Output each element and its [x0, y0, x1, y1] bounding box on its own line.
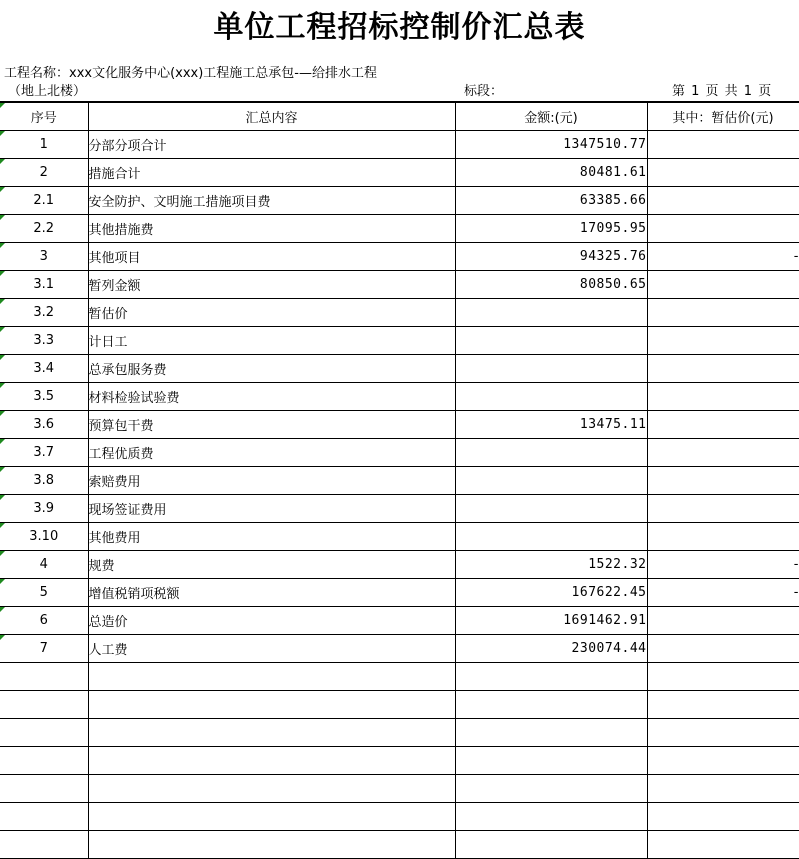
cell-seq[interactable]: [0, 411, 88, 439]
cell-content[interactable]: [88, 299, 455, 327]
cell-content-text: 增值税销项税额: [88, 587, 180, 602]
table-row: [0, 635, 799, 663]
cell-content-text: 其他措施费: [88, 223, 154, 238]
cell-content[interactable]: [88, 831, 455, 859]
cell-estimate[interactable]: [647, 439, 799, 467]
cell-amount[interactable]: [455, 131, 647, 159]
cell-amount[interactable]: [455, 523, 647, 551]
cell-estimate[interactable]: [647, 243, 799, 271]
project-name-cont: （地上北楼）: [8, 84, 87, 99]
cell-seq-text: 2.2: [33, 221, 55, 236]
cell-seq[interactable]: [0, 635, 88, 663]
cell-amount[interactable]: [455, 775, 647, 803]
table-row: [0, 495, 799, 523]
table-row: [0, 327, 799, 355]
cell-content[interactable]: [88, 523, 455, 551]
cell-seq[interactable]: [0, 803, 88, 831]
cell-seq[interactable]: [0, 327, 88, 355]
cell-seq[interactable]: [0, 299, 88, 327]
cell-estimate[interactable]: [647, 775, 799, 803]
cell-content-text: 现场签证费用: [88, 503, 167, 518]
header-seq[interactable]: 序号: [0, 103, 88, 131]
cell-seq-text: 3.5: [33, 389, 55, 404]
cell-seq-text: 3.3: [33, 333, 55, 348]
cell-content[interactable]: [88, 635, 455, 663]
table-row: [0, 607, 799, 635]
cell-seq[interactable]: [0, 831, 88, 859]
cell-estimate[interactable]: [647, 719, 799, 747]
cell-content-text: 暂估价: [88, 307, 128, 322]
cell-content[interactable]: [88, 411, 455, 439]
cell-marker-icon: [0, 607, 5, 612]
cell-content-text: 总造价: [88, 615, 128, 630]
cell-content[interactable]: [88, 775, 455, 803]
cell-seq-text: 4: [39, 557, 48, 572]
cell-content[interactable]: [88, 467, 455, 495]
cell-estimate[interactable]: [647, 747, 799, 775]
cell-amount[interactable]: [455, 411, 647, 439]
table-row: [0, 467, 799, 495]
cell-estimate[interactable]: [647, 691, 799, 719]
cell-amount[interactable]: [455, 383, 647, 411]
cell-amount-text: 80850.65: [579, 277, 647, 292]
cell-amount-text: 1347510.77: [563, 137, 647, 152]
cell-amount[interactable]: [455, 215, 647, 243]
cell-content[interactable]: [88, 215, 455, 243]
cell-content[interactable]: [88, 439, 455, 467]
cell-estimate-text: -: [793, 585, 799, 600]
cell-amount[interactable]: [455, 635, 647, 663]
cell-seq[interactable]: [0, 607, 88, 635]
cell-marker-icon: [0, 159, 5, 164]
cell-content[interactable]: [88, 551, 455, 579]
cell-seq-text: 3.7: [33, 445, 55, 460]
table-row: [0, 439, 799, 467]
table-row: [0, 411, 799, 439]
cell-content[interactable]: [88, 747, 455, 775]
cell-seq-text: 1: [39, 137, 48, 152]
cell-seq-text: 3.1: [33, 277, 55, 292]
cell-amount[interactable]: [455, 663, 647, 691]
cell-seq-text: 2: [39, 165, 48, 180]
cell-content[interactable]: [88, 271, 455, 299]
cell-seq[interactable]: [0, 663, 88, 691]
cell-content[interactable]: [88, 691, 455, 719]
empty-row: [0, 663, 799, 691]
cell-seq[interactable]: [0, 579, 88, 607]
cell-seq[interactable]: [0, 187, 88, 215]
cell-amount-text: 63385.66: [579, 193, 647, 208]
cell-content-text: 材料检验试验费: [88, 391, 180, 406]
page-title: 单位工程招标控制价汇总表: [213, 10, 586, 45]
cell-content[interactable]: [88, 719, 455, 747]
table-row: [0, 271, 799, 299]
cell-amount[interactable]: [455, 439, 647, 467]
cell-estimate[interactable]: [647, 383, 799, 411]
cell-estimate[interactable]: [647, 355, 799, 383]
cell-estimate[interactable]: [647, 187, 799, 215]
cell-estimate[interactable]: [647, 523, 799, 551]
cell-seq-text: 7: [39, 641, 48, 656]
cell-amount[interactable]: [455, 719, 647, 747]
cell-amount[interactable]: [455, 691, 647, 719]
cell-marker-icon: [0, 579, 5, 584]
cell-content[interactable]: [88, 383, 455, 411]
cell-marker-icon: [0, 187, 5, 192]
table-row: [0, 215, 799, 243]
cell-amount[interactable]: [455, 747, 647, 775]
cell-seq[interactable]: [0, 355, 88, 383]
cell-seq[interactable]: [0, 551, 88, 579]
cell-amount[interactable]: [455, 467, 647, 495]
cell-seq[interactable]: [0, 495, 88, 523]
cell-marker-icon: [0, 411, 5, 416]
table-row: [0, 299, 799, 327]
summary-table: [0, 102, 799, 859]
cell-marker-icon: [0, 523, 5, 528]
cell-amount-text: 80481.61: [579, 165, 647, 180]
cell-estimate[interactable]: [647, 663, 799, 691]
cell-estimate[interactable]: [647, 215, 799, 243]
page-info: 第 1 页 共 1 页: [672, 84, 772, 99]
cell-content-text: 预算包干费: [88, 419, 154, 434]
cell-seq-text: 3.4: [33, 361, 55, 376]
cell-estimate[interactable]: [647, 411, 799, 439]
cell-seq[interactable]: [0, 691, 88, 719]
cell-seq-text: 3.2: [33, 305, 55, 320]
cell-amount[interactable]: [455, 803, 647, 831]
cell-amount-text: 13475.11: [579, 417, 647, 432]
empty-row: [0, 691, 799, 719]
cell-content[interactable]: [88, 607, 455, 635]
table-row: [0, 355, 799, 383]
cell-content-text: 措施合计: [88, 167, 141, 182]
cell-marker-icon: [0, 467, 5, 472]
cell-estimate[interactable]: [647, 327, 799, 355]
header-content[interactable]: 汇总内容: [88, 103, 455, 131]
cell-amount-text: 17095.95: [579, 221, 647, 236]
cell-marker-icon: [0, 635, 5, 640]
table-row: [0, 131, 799, 159]
cell-content-text: 总承包服务费: [88, 363, 167, 378]
cell-content-text: 其他费用: [88, 531, 141, 546]
cell-marker-icon: [0, 103, 5, 108]
cell-seq[interactable]: [0, 159, 88, 187]
cell-estimate[interactable]: [647, 131, 799, 159]
cell-amount[interactable]: [455, 187, 647, 215]
cell-marker-icon: [0, 383, 5, 388]
cell-estimate[interactable]: [647, 299, 799, 327]
cell-marker-icon: [0, 299, 5, 304]
cell-amount[interactable]: [455, 607, 647, 635]
table-header-row: [0, 103, 799, 131]
cell-amount-text: 1691462.91: [563, 613, 647, 628]
cell-seq[interactable]: [0, 467, 88, 495]
cell-seq-text: 3.9: [33, 501, 55, 516]
table-row: [0, 551, 799, 579]
cell-seq[interactable]: [0, 439, 88, 467]
cell-content-text: 暂列金额: [88, 279, 141, 294]
cell-amount-text: 94325.76: [579, 249, 647, 264]
table-row: [0, 243, 799, 271]
cell-content-text: 索赔费用: [88, 475, 141, 490]
cell-estimate-text: -: [793, 249, 799, 264]
cell-content[interactable]: [88, 663, 455, 691]
cell-content[interactable]: [88, 327, 455, 355]
cell-marker-icon: [0, 439, 5, 444]
section-label: 标段：: [464, 84, 504, 99]
table-row: [0, 523, 799, 551]
cell-seq[interactable]: [0, 215, 88, 243]
header-amount[interactable]: 金额:(元): [455, 103, 647, 131]
cell-estimate[interactable]: [647, 607, 799, 635]
cell-seq[interactable]: [0, 747, 88, 775]
cell-amount[interactable]: [455, 495, 647, 523]
cell-estimate-text: -: [793, 557, 799, 572]
cell-content-text: 分部分项合计: [88, 139, 167, 154]
cell-seq[interactable]: [0, 775, 88, 803]
cell-content-text: 规费: [88, 559, 115, 574]
cell-estimate[interactable]: [647, 803, 799, 831]
cell-content-text: 计日工: [88, 335, 128, 350]
cell-marker-icon: [0, 271, 5, 276]
empty-row: [0, 719, 799, 747]
cell-amount[interactable]: [455, 271, 647, 299]
cell-amount-text: 1522.32: [588, 557, 647, 572]
cell-estimate[interactable]: [647, 831, 799, 859]
cell-estimate[interactable]: [647, 467, 799, 495]
cell-content[interactable]: [88, 495, 455, 523]
cell-seq[interactable]: [0, 131, 88, 159]
cell-seq[interactable]: [0, 383, 88, 411]
cell-estimate[interactable]: [647, 495, 799, 523]
empty-row: [0, 831, 799, 859]
empty-row: [0, 803, 799, 831]
cell-seq[interactable]: [0, 271, 88, 299]
cell-content-text: 工程优质费: [88, 447, 154, 462]
cell-seq-text: 6: [39, 613, 48, 628]
cell-content-text: 其他项目: [88, 251, 141, 266]
cell-content[interactable]: [88, 187, 455, 215]
cell-content-text: 安全防护、文明施工措施项目费: [88, 195, 271, 210]
cell-amount[interactable]: [455, 243, 647, 271]
cell-marker-icon: [0, 355, 5, 360]
cell-seq-text: 3.10: [29, 529, 59, 544]
project-name: 工程名称：xxx文化服务中心(xxx)工程施工总承包-—给排水工程: [4, 66, 377, 81]
cell-amount-text: 167622.45: [571, 585, 647, 600]
table-row: [0, 159, 799, 187]
cell-amount-text: 230074.44: [571, 641, 647, 656]
cell-seq[interactable]: [0, 719, 88, 747]
empty-row: [0, 747, 799, 775]
cell-amount[interactable]: [455, 159, 647, 187]
cell-marker-icon: [0, 551, 5, 556]
cell-amount[interactable]: [455, 551, 647, 579]
cell-amount[interactable]: [455, 299, 647, 327]
empty-row: [0, 775, 799, 803]
cell-content[interactable]: [88, 579, 455, 607]
cell-estimate[interactable]: [647, 635, 799, 663]
cell-content[interactable]: [88, 803, 455, 831]
cell-content[interactable]: [88, 159, 455, 187]
cell-marker-icon: [0, 131, 5, 136]
cell-estimate[interactable]: [647, 551, 799, 579]
table-row: [0, 383, 799, 411]
cell-seq-text: 5: [39, 585, 48, 600]
cell-estimate[interactable]: [647, 579, 799, 607]
cell-seq-text: 3.6: [33, 417, 55, 432]
cell-amount[interactable]: [455, 355, 647, 383]
cell-estimate[interactable]: [647, 159, 799, 187]
cell-amount[interactable]: [455, 831, 647, 859]
cell-seq-text: 2.1: [33, 193, 55, 208]
cell-marker-icon: [0, 495, 5, 500]
cell-seq-text: 3.8: [33, 473, 55, 488]
table-row: [0, 579, 799, 607]
cell-content[interactable]: [88, 131, 455, 159]
cell-seq[interactable]: [0, 523, 88, 551]
cell-seq[interactable]: [0, 243, 88, 271]
table-row: [0, 187, 799, 215]
cell-content[interactable]: [88, 355, 455, 383]
cell-estimate[interactable]: [647, 271, 799, 299]
cell-marker-icon: [0, 327, 5, 332]
cell-amount[interactable]: [455, 579, 647, 607]
header-estimate[interactable]: 其中：暂估价(元): [647, 103, 799, 131]
cell-marker-icon: [0, 215, 5, 220]
cell-content[interactable]: [88, 243, 455, 271]
cell-content-text: 人工费: [88, 643, 128, 658]
cell-marker-icon: [0, 243, 5, 248]
cell-amount[interactable]: [455, 327, 647, 355]
cell-seq-text: 3: [39, 249, 48, 264]
